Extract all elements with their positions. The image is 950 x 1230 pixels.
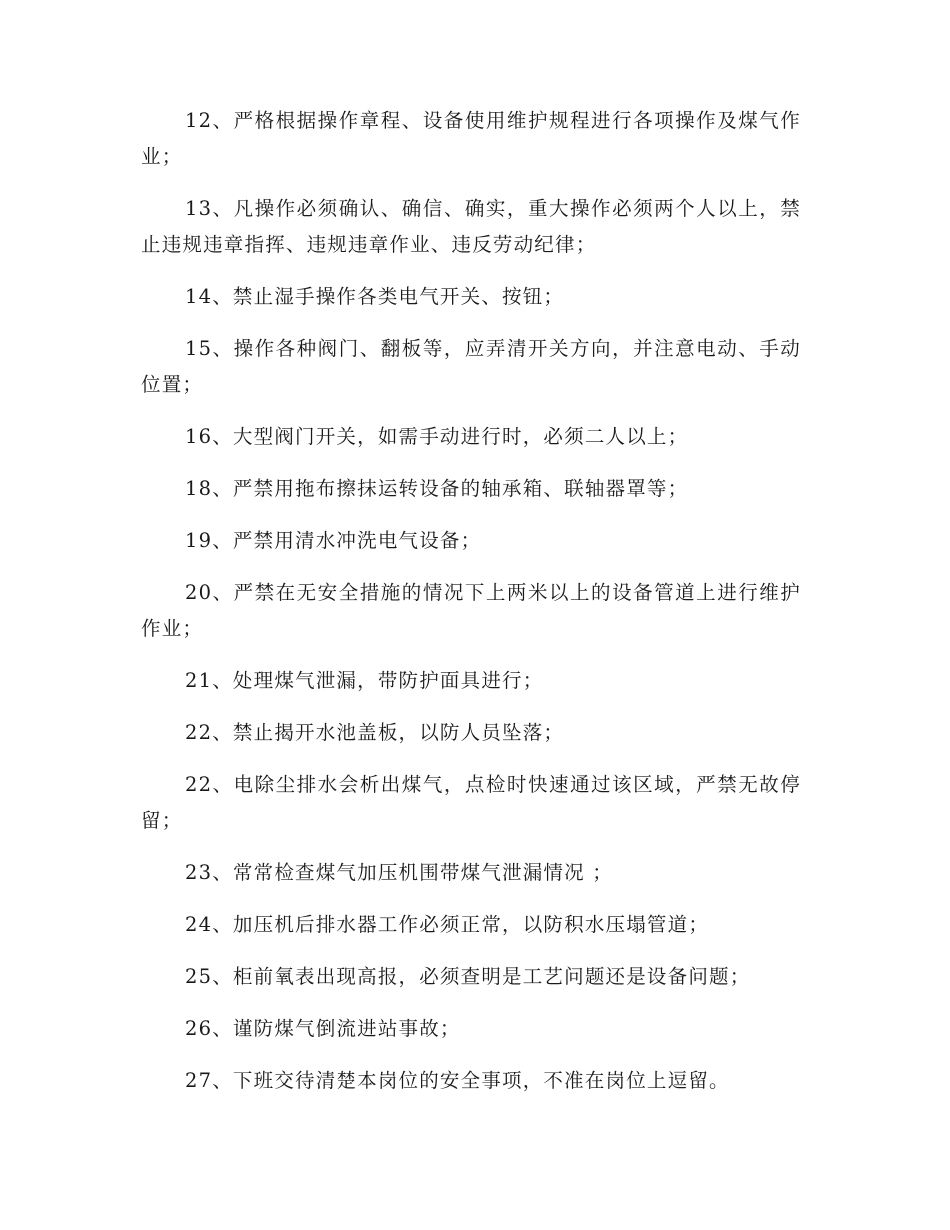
rule-item-14: 14、禁止湿手操作各类电气开关、按钮； [185, 285, 565, 308]
rule-item-18: 18、严禁用拖布擦抹运转设备的轴承箱、联轴器罩等； [185, 477, 689, 500]
rule-item-15: 15、操作各种阀门、翻板等，应弄清开关方向，并注意电动、手动位置； [141, 337, 801, 396]
rule-item-23: 23、常常检查煤气加压机围带煤气泄漏情况 ； [185, 861, 613, 884]
rule-item-13: 13、凡操作必须确认、确信、确实，重大操作必须两个人以上，禁止违规违章指挥、违规违章作业、违反劳动纪律； [141, 197, 801, 256]
rule-item-24: 24、加压机后排水器工作必须正常，以防积水压塌管道； [185, 913, 710, 936]
rule-item-16: 16、大型阀门开关，如需手动进行时，必须二人以上； [185, 425, 689, 448]
rule-item-20: 20、严禁在无安全措施的情况下上两米以上的设备管道上进行维护作业； [141, 581, 801, 640]
rule-item-12: 12、严格根据操作章程、设备使用维护规程进行各项操作及煤气作业； [141, 109, 801, 168]
rule-item-27: 27、下班交待清楚本岗位的安全事项，不准在岗位上逗留。 [185, 1069, 730, 1092]
rule-item-22b: 22、电除尘排水会析出煤气，点检时快速通过该区域，严禁无故停留； [141, 773, 801, 832]
document-page [141, 103, 801, 1115]
rule-item-19: 19、严禁用清水冲洗电气设备； [185, 529, 482, 552]
rule-item-21: 21、处理煤气泄漏，带防护面具进行； [185, 669, 544, 692]
rule-item-25: 25、柜前氧表出现高报，必须查明是工艺问题还是设备问题； [185, 965, 751, 988]
rule-item-26: 26、谨防煤气倒流进站事故； [185, 1017, 461, 1040]
rule-item-22a: 22、禁止揭开水池盖板，以防人员坠落； [185, 721, 565, 744]
